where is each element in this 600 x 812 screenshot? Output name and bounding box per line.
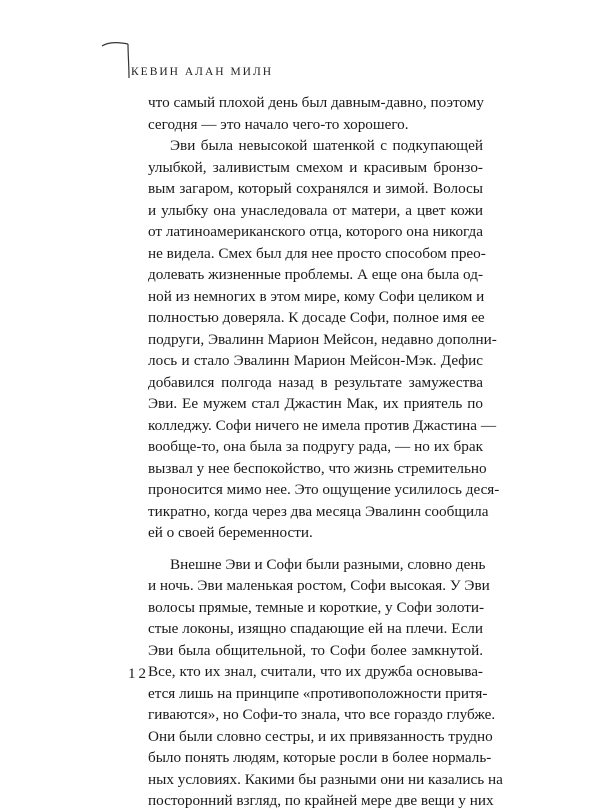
text-line: от латиноамериканского отца, которого она никогда <box>148 223 483 240</box>
text-line: и улыбку она унаследовала от матери, а цвет кожи <box>148 201 483 219</box>
page-number: 12 <box>128 666 149 682</box>
text-line: гиваются», но Софи-то знала, что все гораздо глубже. <box>148 706 496 723</box>
text-line: проносится мимо нее. Это ощущение усилилось деся- <box>148 481 500 498</box>
paragraph-gap <box>148 544 483 554</box>
text-line: Они были словно сестры, и их привязанность трудно <box>148 727 493 745</box>
text-line: Все, кто их знал, считали, что их дружба основыва- <box>148 663 483 680</box>
text-line: ных условиях. Какими бы разными они ни казались на <box>148 770 503 788</box>
paragraph <box>148 554 503 812</box>
text-line: и ночь. Эви маленькая ростом, Софи высокая. У Эви <box>148 577 490 594</box>
text-line: Эви. Ее мужем стал Джастин Мак, их приятель по <box>148 395 483 412</box>
paragraph <box>148 92 483 135</box>
text-line: что самый плохой день был давным-давно, поэтому <box>148 94 484 111</box>
text-line: вызвал у нее беспокойство, что жизнь стремительно <box>148 459 487 477</box>
text-line: вообще-то, она была за подругу рада, — но их брак <box>148 438 483 455</box>
text-line: ной из немногих в этом мире, кому Софи целиком и <box>148 287 485 305</box>
text-line: полностью доверяла. К досаде Софи, полное имя ее <box>148 309 485 326</box>
paragraph <box>148 135 500 544</box>
text-line: стые локоны, изящно спадающие ей на плечи. Если <box>148 620 483 637</box>
text-line: Внешне Эви и Софи были разными, словно день <box>170 555 486 573</box>
text-line: тикратно, когда через два месяца Эвалинн сообщила <box>148 502 489 520</box>
text-line: было понять людям, которые росли в более нормаль- <box>148 749 492 766</box>
text-line: Эви была невысокой шатенкой с подкупающей <box>170 137 483 154</box>
corner-ornament <box>100 40 130 80</box>
text-line: улыбкой, заливистым смехом и красивым бронзо- <box>148 158 483 176</box>
text-line: лось и стало Эвалинн Марион Мейсон-Мэк. Дефис <box>148 352 483 369</box>
text-line: добавился полгода назад в результате замужества <box>148 373 483 391</box>
text-line: Эви была общительной, то Софи более замкнутой. <box>148 641 483 659</box>
text-line: подруги, Эвалинн Марион Мейсон, недавно дополни- <box>148 330 497 348</box>
text-line: колледжу. Софи ничего не имела против Джастина — <box>148 416 497 434</box>
running-head: КЕВИН АЛАН МИЛН <box>131 66 274 78</box>
text-line: не видела. Смех был для нее просто способом прео- <box>148 244 486 262</box>
text-line: посторонний взгляд, по крайней мере две вещи у них <box>148 792 494 809</box>
text-line: волосы прямые, темные и короткие, у Софи золоти- <box>148 598 485 616</box>
body-text <box>148 92 503 812</box>
text-line: сегодня — это начало чего-то хорошего. <box>148 115 409 133</box>
text-line: долевать жизненные проблемы. А еще она была од- <box>148 266 483 283</box>
text-line: ется лишь на принципе «противоположности притя- <box>148 684 488 702</box>
text-line: ей о своей беременности. <box>148 524 313 541</box>
text-line: вым загаром, который сохранялся и зимой. Волосы <box>148 180 483 197</box>
